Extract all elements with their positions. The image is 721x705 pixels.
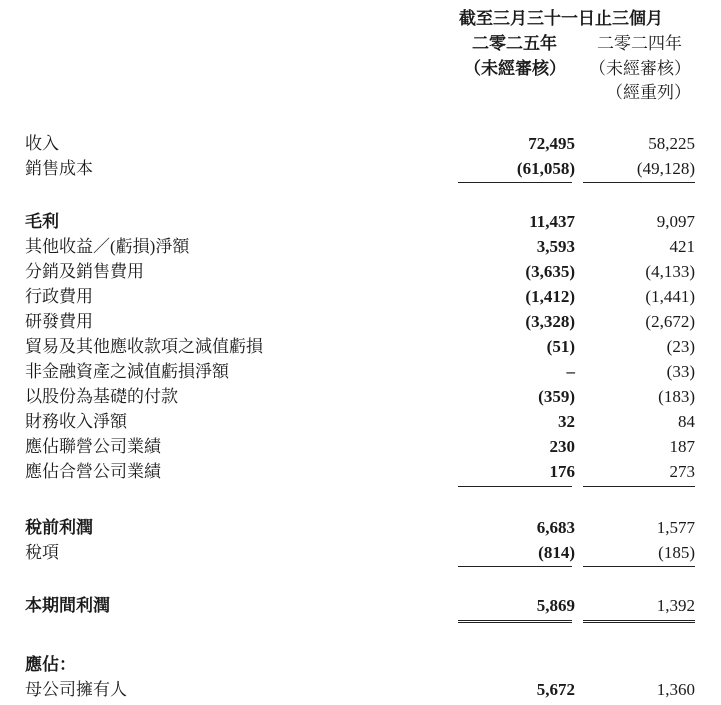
value-2025: (51) [546, 337, 575, 356]
value-2025: (814) [538, 543, 575, 562]
subtotal-rule [583, 486, 695, 487]
value-2025: 230 [549, 437, 575, 456]
value-2024: (2,672) [645, 312, 695, 331]
row-label: 以股份為基礎的付款 [25, 387, 178, 406]
table-row [0, 157, 721, 181]
row-label: 收入 [25, 134, 59, 153]
value-2024: 1,577 [656, 518, 695, 537]
value-2024: 1,392 [656, 596, 695, 615]
table-row [0, 235, 721, 259]
row-label: 行政費用 [25, 287, 93, 306]
column-2025-year: 二零二五年 [472, 34, 557, 53]
value-2025: 5,869 [536, 596, 575, 615]
table-row [0, 541, 721, 565]
value-2024: 273 [669, 462, 695, 481]
table-row [0, 360, 721, 384]
row-label: 應佔聯營公司業績 [25, 437, 161, 456]
table-row [0, 335, 721, 359]
value-2024: (1,441) [645, 287, 695, 306]
row-label: 應佔合營公司業績 [25, 462, 161, 481]
table-row [0, 210, 721, 234]
row-label: 貿易及其他應收款項之減值虧損 [25, 337, 263, 356]
value-2024: 84 [678, 412, 695, 431]
subtotal-rule [458, 486, 572, 487]
value-2024: (33) [666, 362, 695, 381]
row-label: 財務收入淨額 [25, 412, 127, 431]
value-2025: (3,635) [525, 262, 575, 281]
table-row [0, 678, 721, 702]
value-2024: (185) [658, 543, 695, 562]
table-row [0, 260, 721, 284]
value-2025: (61,058) [516, 159, 575, 178]
subtotal-rule [583, 182, 695, 183]
row-label: 非金融資產之減值虧損淨額 [25, 362, 229, 381]
column-2024-year: 二零二四年 [597, 34, 682, 53]
value-2025: 72,495 [528, 134, 575, 153]
value-2024: (49,128) [636, 159, 695, 178]
total-double-rule [583, 620, 695, 623]
value-2024: (23) [666, 337, 695, 356]
table-row [0, 310, 721, 334]
total-double-rule [458, 620, 572, 623]
value-2025: 3,593 [536, 237, 575, 256]
column-2024-note: （經重列） [606, 83, 691, 102]
row-label: 稅項 [25, 543, 59, 562]
table-row [0, 460, 721, 484]
table-row [0, 594, 721, 618]
value-2025: (1,412) [525, 287, 575, 306]
value-2024: 421 [669, 237, 695, 256]
row-label: 毛利 [25, 212, 59, 231]
value-2025: 6,683 [536, 518, 575, 537]
row-label: 研發費用 [25, 312, 93, 331]
table-row [0, 435, 721, 459]
table-row [0, 132, 721, 156]
row-label: 母公司擁有人 [25, 680, 127, 699]
value-2024: (4,133) [645, 262, 695, 281]
table-row [0, 385, 721, 409]
row-label: 分銷及銷售費用 [25, 262, 144, 281]
value-2024: 1,360 [656, 680, 695, 699]
value-2025: 5,672 [536, 680, 575, 699]
value-2024: 187 [669, 437, 695, 456]
row-label: 其他收益／(虧損)淨額 [25, 237, 190, 256]
section-heading-row [0, 653, 721, 677]
value-2025: 11,437 [529, 212, 575, 231]
value-2025: 32 [558, 412, 575, 431]
column-2025-status: （未經審核） [464, 59, 566, 78]
column-2024-status: （未經審核） [589, 59, 691, 78]
subtotal-rule [458, 566, 572, 567]
period-header: 截至三月三十一日止三個月 [459, 9, 663, 28]
value-2025: – [566, 362, 575, 381]
value-2025: 176 [549, 462, 575, 481]
row-label: 應佔： [25, 655, 76, 674]
subtotal-rule [583, 566, 695, 567]
value-2024: 58,225 [648, 134, 695, 153]
subtotal-rule [458, 182, 572, 183]
row-label: 銷售成本 [25, 159, 93, 178]
table-row [0, 410, 721, 434]
value-2024: 9,097 [656, 212, 695, 231]
value-2025: (3,328) [525, 312, 575, 331]
table-row [0, 516, 721, 540]
value-2025: (359) [538, 387, 575, 406]
table-row [0, 285, 721, 309]
row-label: 本期間利潤 [25, 596, 110, 615]
row-label: 稅前利潤 [25, 518, 93, 537]
value-2024: (183) [658, 387, 695, 406]
